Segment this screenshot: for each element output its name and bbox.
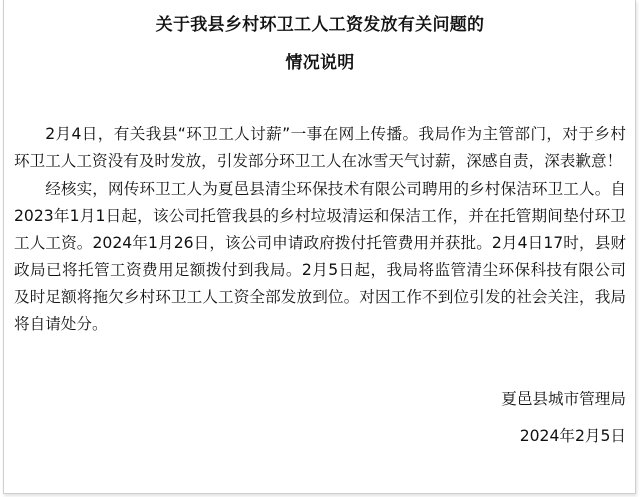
paragraph-apology: 2月4日，有关我县“环卫工人讨薪”一事在网上传播。我局作为主管部门，对于乡村环卫工人工资没有及时发放，引发部分环卫工人在冰雪天气讨薪，深感自责，深表歉意！ bbox=[14, 125, 626, 170]
paragraph-verification: 经核实，网传环卫工人为夏邑县清尘环保技术有限公司聘用的乡村保洁环卫工人。自2023年1月1日起，该公司托管我县的乡村垃圾清运和保洁工作，并在托管期间垫付环卫工人工资。2024年1月26日，该公司申请政府拨付托管费用并获批。2月4日17时，县财政局已将托管工资费用足额拨付到我局。2月5日起，我局将监管清尘环保科技有限公司及时足额将拖欠乡村环卫工人工资全部发放到位。对因工作不到位引发的社会关注，我局将自请处分。 bbox=[14, 180, 626, 333]
document-title-line-2: 情况说明 bbox=[285, 53, 355, 73]
signature-date: 2024年2月5日 bbox=[519, 427, 626, 445]
signature-organization: 夏邑县城市管理局 bbox=[501, 390, 626, 408]
document-title-line-1: 关于我县乡村环卫工人工资发放有关问题的 bbox=[155, 15, 485, 35]
